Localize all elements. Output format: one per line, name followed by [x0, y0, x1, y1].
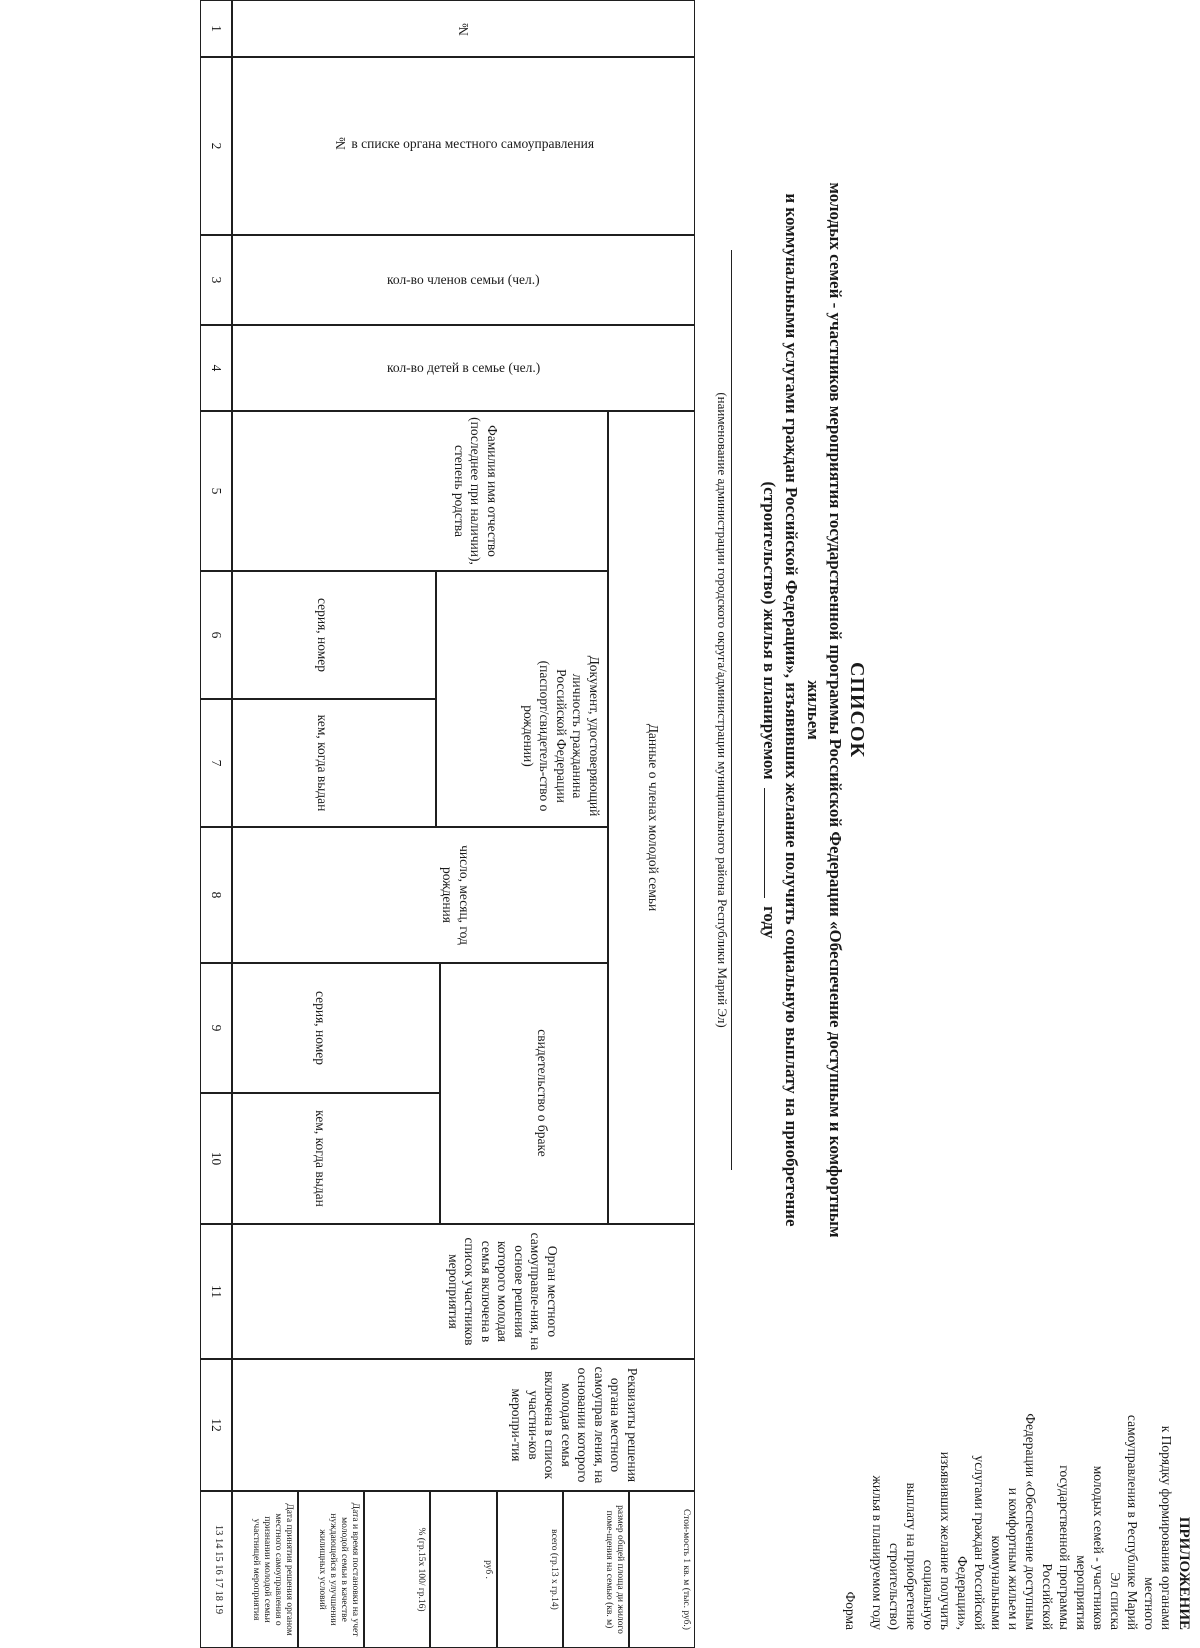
column-number: 10 — [209, 1151, 224, 1166]
header-col-19-text: Дата принятия решения органом местного самоуправления о признании молодой семьи участницей мероприятия — [251, 1503, 295, 1636]
header-col-7-text: кем, когда выдан — [315, 714, 330, 812]
header-col-13-text: Стои-мость 1 кв. м (тыс. руб.) — [681, 1509, 691, 1630]
column-number: 7 — [209, 759, 224, 767]
title-line-3-end: году — [760, 906, 779, 939]
appendix-line: жилья в планируемом году — [870, 1475, 885, 1630]
column-number: 9 — [209, 1024, 224, 1032]
header-col-8-text: число, месяц, год рождения — [440, 845, 472, 945]
year-blank[interactable] — [764, 788, 779, 898]
appendix-line: государственной программы Российской — [1040, 1465, 1072, 1630]
title-line-3 — [758, 170, 780, 1250]
header-col-15-text: всего (гр.13 х гр.14) — [548, 1529, 559, 1610]
title-spisok: СПИСОК — [846, 661, 868, 759]
header-col-11-text: Орган местного самоуправле-ния, на основе решения которого молодая семья включена в список участников мероприятия — [446, 1232, 560, 1351]
header-col-2-text: № в списке органа местного самоуправления — [332, 136, 595, 151]
header-col-3-text: кол-во членов семьи (чел.) — [387, 272, 540, 287]
column-number: 11 — [209, 1285, 224, 1298]
appendix-line: изъявивших желание получить социальную — [921, 1451, 953, 1630]
header-col-6-text: серия, номер — [315, 597, 330, 673]
column-number: 6 — [209, 631, 224, 639]
header-col-5-text: Фамилия имя отчество (последнее при наличии), степень родства — [452, 417, 500, 565]
header-col-18-text: Дата и время постановки на учет молодой семьи в качестве нуждающейся в улучшении жилищных условий — [317, 1502, 361, 1637]
header-doc-group-text: Документ, удостоверяющий личность гражданина Российской Федерации (паспорт/свидетель-ство о рождении) — [521, 655, 602, 817]
header-col-9-text: серия, номер — [313, 990, 328, 1066]
column-number: 4 — [209, 364, 224, 372]
appendix-line: и комфортным жильем и коммунальными — [989, 1487, 1021, 1630]
header-col-6 — [232, 571, 436, 699]
appendix-line: услугами граждан Российской Федерации», — [955, 1455, 987, 1630]
appendix-title: ПРИЛОЖЕНИЕ — [1176, 1516, 1192, 1630]
appendix-line: самоуправления в Республике Марий Эл списка — [1108, 1414, 1140, 1630]
column-number: 5 — [209, 487, 224, 495]
header-col-10 — [232, 1093, 440, 1224]
document-title — [758, 170, 868, 1250]
column-number: 12 — [209, 1418, 224, 1432]
org-name-line[interactable] — [731, 250, 732, 1170]
header-col-10-text: кем, когда выдан — [313, 1110, 328, 1207]
column-number: 1 — [209, 25, 224, 32]
org-name-caption: (наименование администрации городского округа/администрации муниципального района Республики Марий Эл) — [715, 392, 730, 1028]
header-marriage-group — [440, 963, 608, 1224]
title-line-3-start: (строительство) жилья в планируемом — [760, 481, 779, 780]
appendix-line: выплату на приобретение строительство) — [887, 1482, 919, 1630]
form-label: Форма — [843, 1591, 858, 1630]
appendix-line: Федерации «Обеспечение доступным — [1023, 1413, 1038, 1630]
header-col-5 — [232, 411, 608, 571]
title-line-2: и коммунальными услугами граждан Российской Федерации», изъявивших желание получить социальную выплату на приобретение — [782, 193, 801, 1227]
header-col-17-text: % (гр.15х 100/ гр.16) — [416, 1527, 427, 1612]
header-col-16-text: руб . — [482, 1560, 493, 1579]
header-marriage-group-text: свидетельство о браке — [535, 1029, 550, 1157]
header-col-8 — [232, 827, 608, 963]
appendix-line: к Порядку формирования органами местного — [1142, 1425, 1174, 1630]
header-col-1-text: № — [456, 22, 471, 37]
header-col-14-text: размер общей площа ди жилого поме-щения на семью (кв. м) — [603, 1505, 625, 1634]
title-line-1: молодых семей - участников мероприятия государственной программы Российской Федерации «Обеспечение доступным и комфортным жильем — [804, 182, 845, 1238]
header-col-9 — [232, 963, 440, 1093]
appendix-block — [842, 1400, 1192, 1630]
column-number: 3 — [209, 276, 224, 284]
column-number: 2 — [209, 142, 224, 150]
header-family-group-text: Данные о членах молодой семьи — [646, 723, 661, 912]
header-col-7 — [232, 699, 436, 827]
column-number: 8 — [209, 891, 224, 899]
appendix-line: молодых семей - участников мероприятия — [1074, 1465, 1106, 1630]
header-col-4-text: кол-во детей в семье (чел.) — [386, 360, 541, 375]
header-col-12-text: Реквизиты решения органа местного самоуправ ления, на основании которого молодая семья включена в список участни-ков меропри-тия — [509, 1366, 640, 1484]
column-number: 13 14 15 16 17 18 19 — [213, 1524, 224, 1615]
